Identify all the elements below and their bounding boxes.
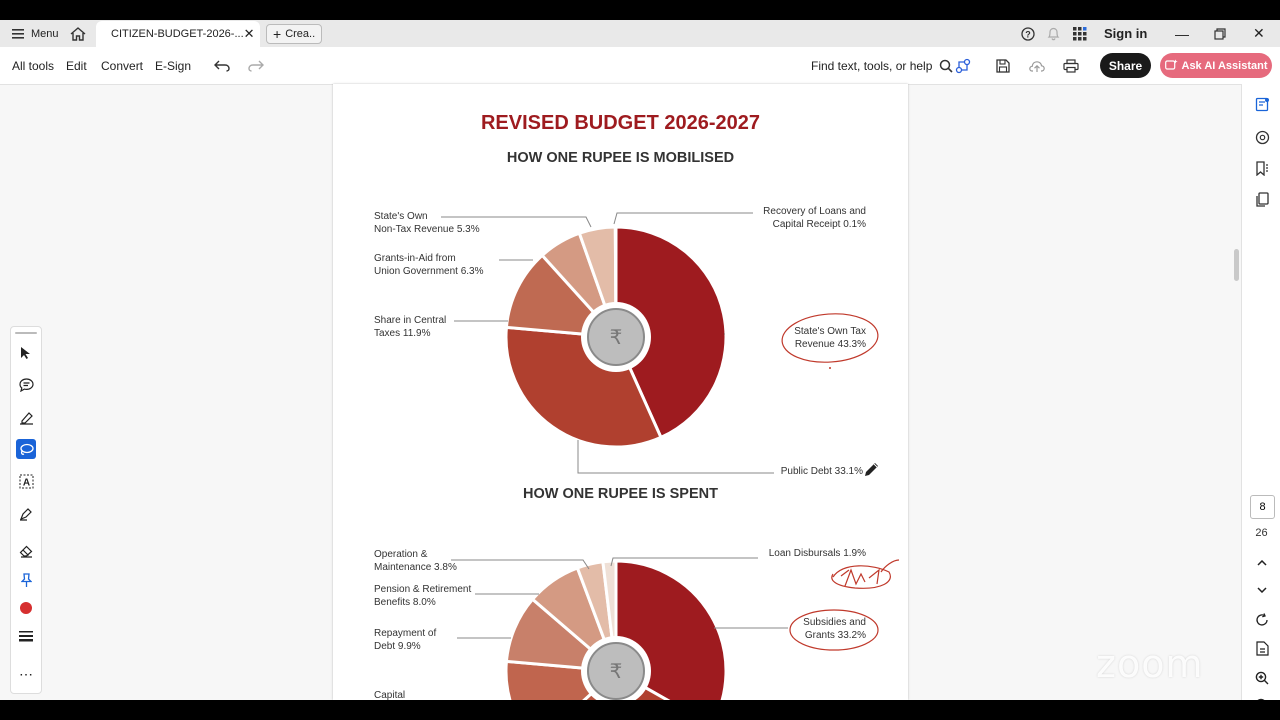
chevron-up-icon xyxy=(1257,560,1267,566)
label-operation-maintenance: Operation & Maintenance 3.8% xyxy=(374,549,457,573)
svg-text:₹: ₹ xyxy=(609,659,623,683)
eraser-tool[interactable] xyxy=(16,541,36,561)
rotate-icon xyxy=(1255,613,1269,627)
upload-button[interactable] xyxy=(1029,47,1045,84)
pen-nib-icon xyxy=(19,506,34,521)
label-state-non-tax: State's Own Non-Tax Revenue 5.3% xyxy=(374,211,480,235)
label-public-debt: Public Debt 33.1% xyxy=(780,466,863,477)
at-comment-icon xyxy=(1255,130,1270,145)
ask-ai-assistant-button[interactable] xyxy=(1160,53,1272,78)
bookmarks-panel-button[interactable] xyxy=(1252,158,1272,178)
redo-icon xyxy=(248,60,264,72)
label-subsidies-grants: Subsidies and Grants 33.2% xyxy=(803,617,866,641)
select-tool[interactable] xyxy=(16,343,36,363)
new-tab-label: Crea.. xyxy=(285,28,316,40)
hamburger-icon xyxy=(12,29,24,39)
apps-button[interactable] xyxy=(1073,20,1087,47)
label-state-own-tax: State's Own Tax Revenue 43.3% xyxy=(794,326,866,350)
label-recovery-loans: Recovery of Loans and Capital Receipt 0.1% xyxy=(763,206,866,230)
cloud-upload-icon xyxy=(1029,59,1045,73)
printer-icon xyxy=(1063,59,1079,73)
zoom-in-icon xyxy=(1255,671,1269,685)
tab-title: CITIZEN-BUDGET-2026-... xyxy=(111,28,244,40)
zoom-out-button[interactable] xyxy=(1252,695,1272,700)
section-title-spent: HOW ONE RUPEE IS SPENT xyxy=(523,486,718,502)
label-repayment-debt: Repayment of Debt 9.9% xyxy=(374,628,437,652)
pencil-cursor-icon xyxy=(863,460,881,478)
page-icon xyxy=(1256,641,1269,656)
comments-panel-button[interactable] xyxy=(1252,127,1272,147)
color-dot-icon xyxy=(19,601,33,615)
cursor-arrow-icon xyxy=(20,346,32,360)
line-weight-tool[interactable] xyxy=(16,626,36,646)
section-title-mobilised: HOW ONE RUPEE IS MOBILISED xyxy=(506,150,735,166)
zoom-out-icon xyxy=(1255,698,1269,700)
ask-ai-label: Ask AI Assistant xyxy=(1181,59,1268,72)
redo-button[interactable] xyxy=(248,47,264,84)
rotate-button[interactable] xyxy=(1252,610,1272,630)
zoom-in-button[interactable] xyxy=(1252,668,1272,688)
previous-page-button[interactable] xyxy=(1252,553,1272,573)
acrobat-window xyxy=(0,20,1280,700)
undo-icon xyxy=(214,60,230,72)
page-title: REVISED BUDGET 2026-2027 xyxy=(480,112,760,134)
line-weight-icon xyxy=(19,630,33,642)
pin-tool[interactable] xyxy=(16,570,36,590)
leader-line xyxy=(614,213,753,224)
chevron-down-icon xyxy=(1257,587,1267,593)
menu-button[interactable] xyxy=(12,20,59,47)
pages-panel-button[interactable] xyxy=(1252,189,1272,209)
zoom-watermark: zoom xyxy=(1096,642,1204,686)
text-box-icon xyxy=(19,474,34,489)
find-label: Find text, tools, or help xyxy=(811,58,933,73)
edit-button[interactable]: Edit xyxy=(66,58,87,73)
eraser-icon xyxy=(19,545,34,558)
home-icon xyxy=(70,27,86,41)
sign-in-button[interactable]: Sign in xyxy=(1104,26,1148,41)
pdf-page xyxy=(333,84,908,700)
highlighter-icon xyxy=(19,410,34,425)
home-button[interactable] xyxy=(70,20,86,47)
edit-pdf-icon xyxy=(1255,97,1270,112)
plus-icon: + xyxy=(273,26,282,42)
page-view-button[interactable] xyxy=(1252,638,1272,658)
next-page-button[interactable] xyxy=(1252,580,1272,600)
svg-text:?: ? xyxy=(1025,29,1031,39)
page-total: 26 xyxy=(1255,527,1268,539)
page-number-input[interactable]: 8 xyxy=(1250,495,1275,519)
all-tools-button[interactable]: All tools xyxy=(12,58,55,73)
label-capital: Capital xyxy=(374,690,406,700)
restore-icon[interactable] xyxy=(1214,20,1226,47)
copy-pages-icon xyxy=(1255,192,1269,207)
menu-label: Menu xyxy=(31,27,59,40)
label-loan-disbursals: Loan Disbursals 1.9% xyxy=(768,548,866,559)
bell-icon xyxy=(1047,27,1060,41)
leader-line xyxy=(451,560,589,569)
svg-text:₹: ₹ xyxy=(609,325,623,349)
convert-button[interactable]: Convert xyxy=(101,58,144,73)
comment-tool[interactable] xyxy=(16,375,36,395)
help-button[interactable] xyxy=(1021,20,1035,47)
search-icon xyxy=(939,59,953,73)
minimize-icon[interactable]: — xyxy=(1175,25,1189,42)
all-tools-panel-button[interactable] xyxy=(1252,94,1272,114)
tab-document[interactable] xyxy=(96,21,260,47)
highlight-tool[interactable] xyxy=(16,407,36,427)
close-tab-icon[interactable]: ✕ xyxy=(243,26,255,41)
compare-button[interactable] xyxy=(955,47,971,84)
main-toolbar xyxy=(0,47,1280,85)
more-tools-icon[interactable]: ⋯ xyxy=(19,665,33,682)
text-box-tool[interactable] xyxy=(16,471,36,491)
notifications-button[interactable] xyxy=(1047,20,1060,47)
bookmark-icon xyxy=(1255,161,1269,176)
print-button[interactable] xyxy=(1063,47,1079,84)
comment-icon xyxy=(19,378,34,392)
annotation-toolbar xyxy=(10,326,42,694)
title-bar xyxy=(0,20,1280,48)
esign-button[interactable]: E-Sign xyxy=(155,58,192,73)
color-picker[interactable] xyxy=(16,598,36,618)
new-tab-button[interactable] xyxy=(266,24,322,44)
close-window-icon[interactable]: ✕ xyxy=(1253,25,1265,41)
find-button[interactable] xyxy=(811,47,953,84)
undo-button[interactable] xyxy=(214,47,230,84)
compare-icon xyxy=(955,58,971,74)
lasso-draw-tool[interactable] xyxy=(16,439,36,459)
apps-grid-icon xyxy=(1073,27,1087,41)
save-button[interactable] xyxy=(996,47,1010,84)
svg-text:A: A xyxy=(22,477,30,488)
ai-assistant-icon xyxy=(1165,59,1178,72)
sign-tool[interactable] xyxy=(16,503,36,523)
help-icon xyxy=(1021,27,1035,41)
right-rail xyxy=(1241,84,1280,700)
label-central-taxes: Share in Central Taxes 11.9% xyxy=(374,315,447,339)
label-grants-in-aid: Grants-in-Aid from Union Government 6.3% xyxy=(374,253,484,277)
save-icon xyxy=(996,59,1010,73)
share-button[interactable]: Share xyxy=(1100,53,1151,78)
label-pension: Pension & Retirement Benefits 8.0% xyxy=(374,584,472,608)
drag-handle[interactable] xyxy=(15,332,37,334)
lasso-icon xyxy=(19,443,34,456)
pin-icon xyxy=(21,573,32,588)
scrollbar-thumb[interactable] xyxy=(1234,249,1239,281)
